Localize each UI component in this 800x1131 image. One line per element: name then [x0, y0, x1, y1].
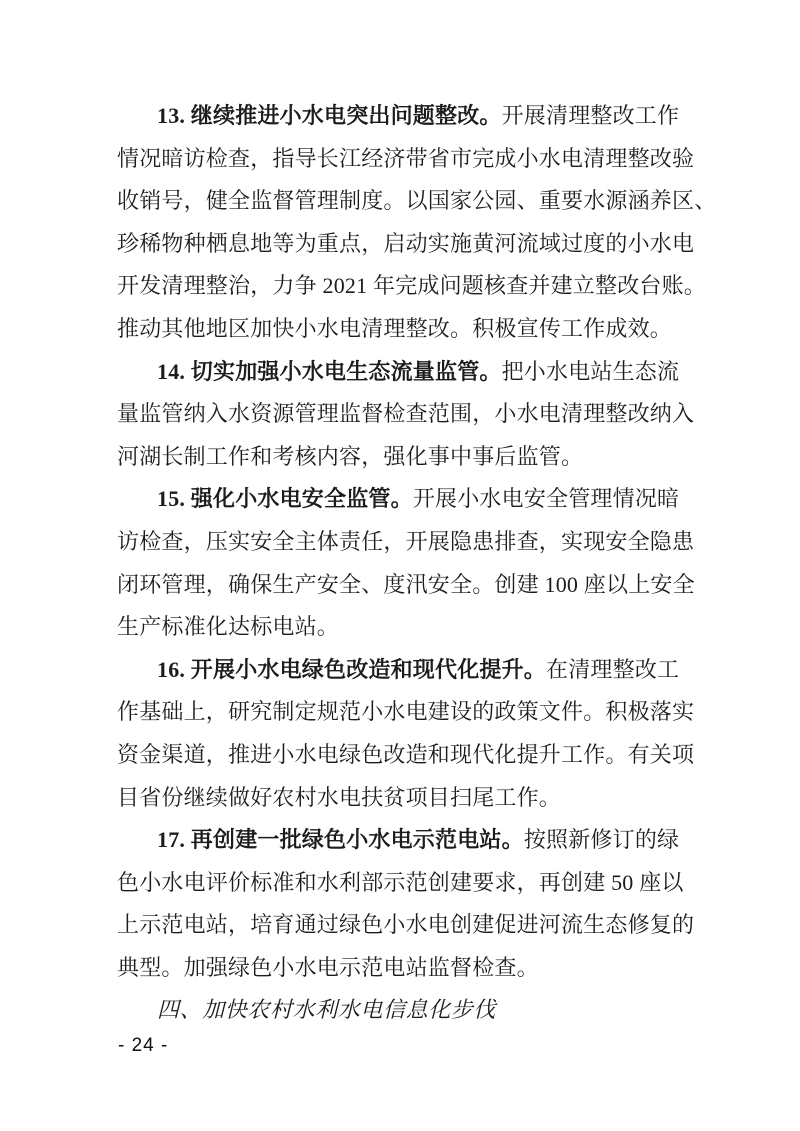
- text-line: [117, 564, 702, 607]
- paragraph-item-15: [117, 478, 702, 648]
- text-line: [117, 819, 702, 862]
- body-text: 量监管纳入水资源管理监督检查范围，小水电清理整改纳入: [117, 401, 695, 427]
- bold-lead-text: 17. 再创建一批绿色小水电示范电站。: [157, 827, 524, 853]
- text-line: [117, 308, 702, 351]
- text-line: [117, 606, 702, 649]
- body-text: 珍稀物种栖息地等为重点，启动实施黄河流域过度的小水电: [117, 230, 695, 256]
- body-text: 情况暗访检查，指导长江经济带省市完成小水电清理整改验: [117, 145, 695, 171]
- text-line: [117, 691, 702, 734]
- body-text: 闭环管理，确保生产安全、度汛安全。创建 100 座以上安全: [117, 571, 695, 597]
- bold-lead-text: 13. 继续推进小水电突出问题整改。: [157, 103, 502, 128]
- body-text: 推动其他地区加快小水电清理整改。积极宣传工作成效。: [117, 315, 673, 341]
- body-text: 收销号，健全监督管理制度。以国家公园、重要水源涵养区、: [117, 188, 717, 214]
- body-text: 开展小水电安全管理情况暗: [412, 486, 680, 512]
- text-line: [117, 904, 702, 947]
- document-body: [117, 95, 717, 1032]
- body-text: 开发清理整治，力争 2021 年完成问题核查并建立整改台账。: [117, 273, 707, 299]
- body-text: 访检查，压实安全主体责任，开展隐患排查，实现安全隐患: [117, 528, 695, 554]
- body-text: 河湖长制工作和考核内容，强化事中事后监管。: [117, 443, 584, 469]
- body-text: 作基础上，研究制定规范小水电建设的政策文件。积极落实: [117, 699, 695, 725]
- text-line: [117, 862, 702, 905]
- text-line: [117, 478, 702, 521]
- text-line: [117, 138, 702, 181]
- body-text: 把小水电站生态流: [501, 358, 680, 384]
- paragraph-item-16: [117, 649, 702, 819]
- body-text: 生产标准化达标电站。: [117, 614, 340, 640]
- page-number: - 24 -: [118, 1035, 169, 1056]
- text-line: [117, 265, 707, 308]
- paragraph-item-13: [117, 95, 717, 351]
- text-line: [117, 649, 702, 692]
- text-line: [117, 436, 702, 479]
- text-line: [117, 989, 702, 1032]
- body-text: 按照新修订的绿: [523, 827, 680, 853]
- body-text: 在清理整改工: [546, 656, 680, 682]
- text-line: [117, 393, 702, 436]
- body-text: 色小水电评价标准和水利部示范创建要求，再创建 50 座以: [117, 869, 684, 895]
- section-heading-4: [117, 989, 702, 1032]
- text-line: [117, 734, 702, 777]
- body-text: 目省份继续做好农村水电扶贫项目扫尾工作。: [117, 784, 562, 810]
- text-line: [117, 947, 702, 990]
- body-text: 四、加快农村水利水电信息化步伐: [157, 997, 497, 1023]
- text-line: [117, 180, 717, 223]
- bold-lead-text: 14. 切实加强小水电生态流量监管。: [157, 358, 502, 384]
- text-line: [117, 521, 702, 564]
- paragraph-item-14: [117, 351, 702, 479]
- text-line: [117, 777, 702, 820]
- paragraph-item-17: [117, 819, 702, 989]
- body-text: 开展清理整改工作: [501, 103, 680, 128]
- text-line: [117, 95, 702, 138]
- bold-lead-text: 15. 强化小水电安全监管。: [157, 486, 413, 512]
- body-text: 典型。加强绿色小水电示范电站监督检查。: [117, 954, 539, 980]
- body-text: 资金渠道，推进小水电绿色改造和现代化提升工作。有关项: [117, 741, 695, 767]
- body-text: 上示范电站，培育通过绿色小水电创建促进河流生态修复的: [117, 912, 695, 938]
- text-line: [117, 351, 702, 394]
- text-line: [117, 223, 702, 266]
- bold-lead-text: 16. 开展小水电绿色改造和现代化提升。: [157, 656, 547, 682]
